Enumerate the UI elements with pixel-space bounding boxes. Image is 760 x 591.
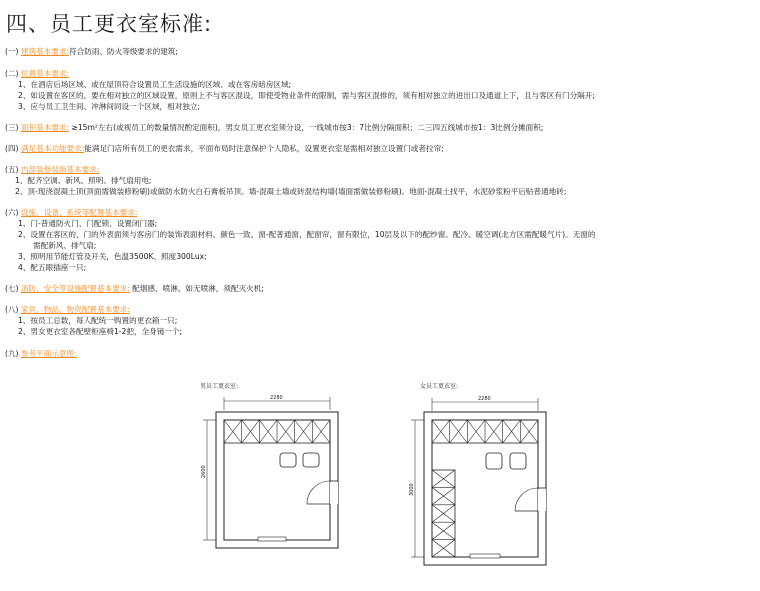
list-item: 2、设置在客区的，门的外表面须与客房门的装饰表面材料、颜色一致。窗-配普通窗，配窗帘，窗有限位，10层及以下的配纱窗。配冷、暖空调(北方区需配暖气片)。无窗的	[18, 230, 596, 239]
section-label: 内部装修装饰基本要求:	[20, 165, 100, 174]
locker-column	[432, 470, 455, 557]
stool	[486, 453, 502, 469]
female-plan-caption: 女员工更衣室:	[420, 383, 459, 390]
section-number: (一)	[5, 47, 19, 56]
stool	[510, 453, 526, 469]
list-item: 2、顶-现浇混凝土顶(顶面需做装修粉刷)或做防水防火白石膏板吊顶。墙-混凝土墙或砖混结构墙(墙面需做装修粉刷)。地面-混凝土找平，水泥砂浆粉平后贴普通地砖;	[15, 187, 567, 196]
section-label: 参考平面示意图:	[20, 349, 77, 358]
stool	[303, 453, 319, 467]
window	[258, 537, 286, 541]
section-label: 面积基本要求:	[20, 123, 70, 132]
list-item: 4、配五眼插座一只;	[18, 263, 87, 272]
list-item: 需配新风、排气扇;	[33, 241, 97, 250]
section-label: 家具、物品、物资配置基本要求:	[20, 305, 130, 314]
male-plan-caption: 男员工更衣室:	[200, 383, 239, 390]
door-swing	[515, 488, 546, 511]
list-item: 2、男女更衣室各配壁柜座椅1-2把，全身镜一个;	[18, 327, 183, 336]
width-dimension: 2280	[478, 396, 491, 402]
section-text: 配烟感、喷淋。如无喷淋，须配灭火机;	[129, 284, 264, 293]
section-text: ≥15m²左右(或视员工的数量情况酌定面积)，男女员工更衣室须分设，一线城市按3：7比例分隔面积；二三四五线城市按1：3比例分摊面积;	[69, 123, 544, 132]
page-title: 四、员工更衣室标准:	[6, 12, 213, 36]
section-number: (二)	[5, 69, 19, 78]
section-label: 设施、设备、系统等配置基本要求:	[20, 208, 138, 217]
male-plan	[200, 382, 338, 548]
section-number: (四)	[5, 144, 19, 153]
list-item: 3、照明用节能灯管及开关，色温3500K、照度300Lux;	[18, 252, 207, 261]
section-label: 位置基本要求:	[20, 69, 70, 78]
section-number: (九)	[5, 349, 19, 358]
section-number: (三)	[5, 123, 19, 132]
list-item: 2、如设置在客区的，要在相对独立的区域设置，原则上不与客区混设，即使受物业条件的限制，需与客区混排的，须有相对独立的进出口及通道上下，且与客区有门分隔开;	[18, 91, 595, 100]
width-dimension: 2280	[270, 395, 283, 401]
section-number: (七)	[5, 284, 19, 293]
section-label: 满足基本功能要求:	[20, 144, 85, 153]
section-number: (八)	[5, 305, 19, 314]
window	[470, 554, 500, 558]
height-dimension: 3000	[409, 483, 415, 496]
list-item: 1、配齐空调、新风、照明、排气扇用电;	[15, 176, 152, 185]
section-text: 符合防雨、防火等级要求的建筑;	[69, 47, 178, 56]
list-item: 3、应与员工卫生间、冲淋间同设一个区域，相对独立;	[18, 102, 201, 111]
female-plan	[409, 382, 546, 565]
stool	[280, 453, 296, 467]
section-number: (五)	[5, 165, 19, 174]
list-item: 1、在酒店后场区域、或在屋顶符合设置员工生活设施的区域、或在客房暗房区域;	[18, 80, 292, 89]
list-item: 1、按员工总数，每人配统一购置的更衣箱一只;	[18, 316, 178, 325]
door-swing	[307, 481, 338, 504]
list-item: 1、门-普通防火门、门配锁、设置闭门器;	[18, 219, 158, 228]
locker-row	[224, 420, 330, 443]
section-label: 建筑基本要求:	[20, 47, 70, 56]
section-number: (六)	[5, 208, 19, 217]
section-label: 消防、安全等设施配置基本要求:	[20, 284, 130, 293]
section-text: 能满足门店所有员工的更衣需求，平面布局时注意保护个人隐私，设置更衣室是需相对独立设置门或者拉帘;	[84, 144, 444, 153]
height-dimension: 2600	[201, 465, 207, 478]
locker-row	[432, 420, 538, 443]
